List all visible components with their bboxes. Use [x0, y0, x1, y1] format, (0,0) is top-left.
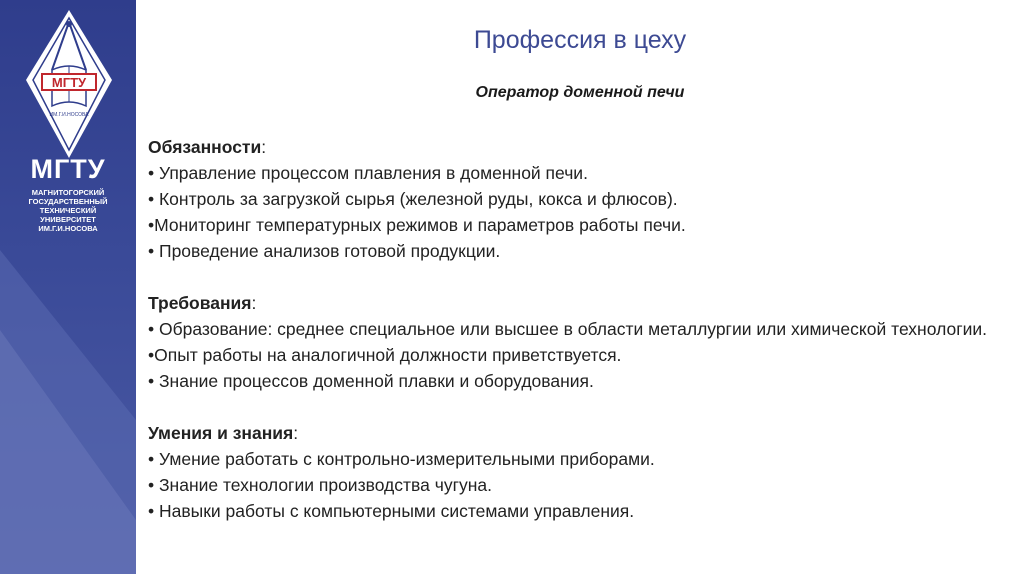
- emblem-small-text: ИМ.Г.И.НОСОВА: [49, 112, 89, 118]
- section-requirements: [148, 290, 998, 394]
- section-skills: [148, 420, 998, 524]
- list-item: • Знание технологии производства чугуна.: [148, 475, 492, 495]
- emblem-text: МГТУ: [51, 75, 87, 90]
- slide-subtitle: Оператор доменной печи: [475, 84, 685, 101]
- logo-name: МГТУ: [30, 154, 106, 184]
- section-heading: [148, 134, 998, 160]
- logo-subtitle-line: ИМ.Г.И.НОСОВА: [38, 224, 98, 233]
- heading-text: Обязанности: [148, 137, 262, 157]
- list-item: • Знание процессов доменной плавки и оборудования.: [148, 371, 594, 391]
- heading-colon: :: [251, 293, 257, 313]
- list-item: • Навыки работы с компьютерными системами управления.: [148, 501, 635, 521]
- list-item: • Умение работать с контрольно-измерительными приборами.: [148, 449, 655, 469]
- logo-subtitle-line: МАГНИТОГОРСКИЙ: [31, 188, 105, 197]
- side-panel: [0, 0, 136, 574]
- section-duties: [148, 134, 998, 264]
- section-heading: [148, 290, 998, 316]
- list-item: •Мониторинг температурных режимов и параметров работы печи.: [148, 215, 686, 235]
- list-item: • Проведение анализов готовой продукции.: [148, 241, 501, 261]
- slide-content: [148, 134, 998, 550]
- slide-title: Профессия в цеху: [473, 26, 687, 54]
- list-item: • Управление процессом плавления в доменной печи.: [148, 163, 588, 183]
- logo-subtitle-line: ТЕХНИЧЕСКИЙ: [39, 206, 97, 215]
- logo-subtitle: [0, 188, 136, 233]
- heading-colon: :: [293, 423, 299, 443]
- heading-text: Умения и знания: [148, 423, 294, 443]
- heading-text: Требования: [148, 293, 252, 313]
- section-heading: [148, 420, 998, 446]
- list-item: • Образование: среднее специальное или высшее в области металлургии или химической технологии.: [148, 319, 988, 339]
- heading-colon: :: [261, 137, 267, 157]
- logo-subtitle-line: УНИВЕРСИТЕТ: [40, 215, 96, 224]
- university-emblem: [24, 8, 114, 160]
- list-item: •Опыт работы на аналогичной должности приветствуется.: [148, 345, 622, 365]
- logo-subtitle-line: ГОСУДАРСТВЕННЫЙ: [28, 197, 108, 206]
- list-item: • Контроль за загрузкой сырья (железной руды, кокса и флюсов).: [148, 189, 678, 209]
